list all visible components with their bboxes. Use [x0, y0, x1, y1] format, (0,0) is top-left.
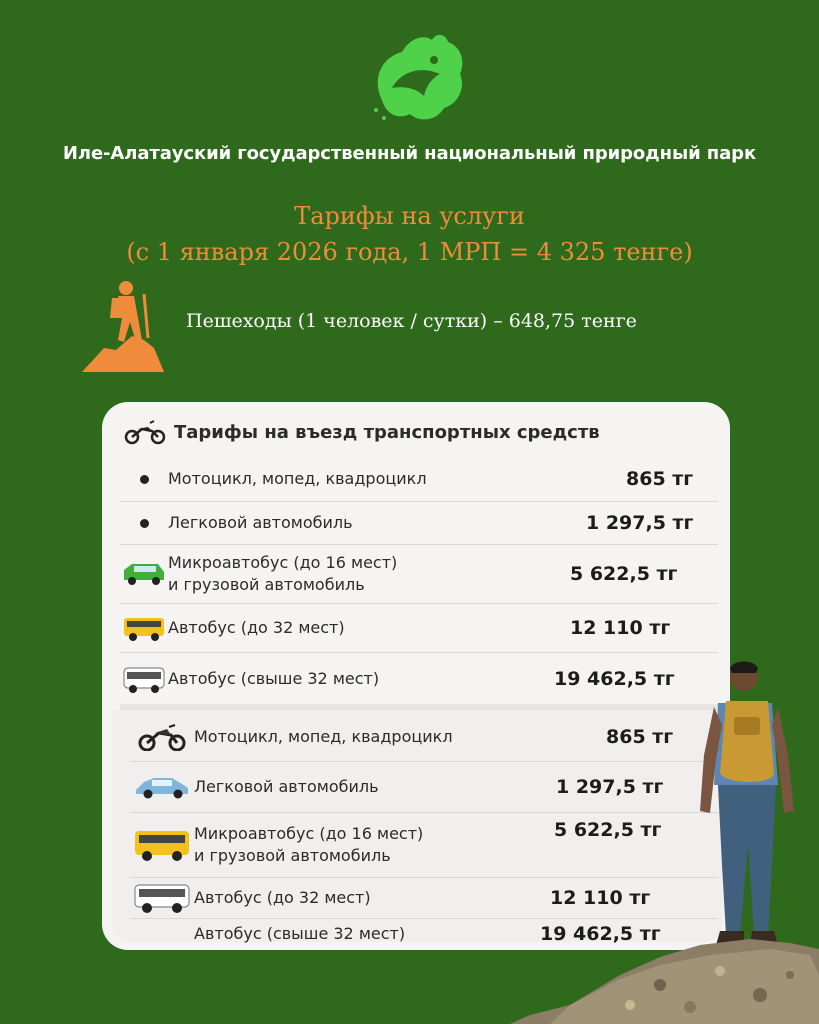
vehicle-name: [168, 552, 397, 596]
list-item: [130, 877, 718, 918]
list-item: [120, 603, 718, 652]
vehicle-price: 19 462,5 тг: [554, 668, 675, 690]
park-name: Иле-Алатауский государственный национальный природный парк: [62, 143, 757, 164]
pedestrian-tariff: Пешеходы (1 человек / сутки) – 648,75 тенге: [186, 310, 637, 332]
hiker-photo: [690, 655, 805, 955]
tariffs-title: [0, 198, 819, 270]
vehicle-name: Легковой автомобиль: [194, 777, 379, 796]
vehicle-price: 1 297,5 тг: [586, 512, 694, 534]
vehicle-price: 865 тг: [606, 726, 674, 748]
list-item: [130, 812, 718, 877]
vehicle-price: 19 462,5 тг: [540, 923, 661, 945]
vehicle-name: [194, 823, 423, 867]
vehicle-name: Легковой автомобиль: [168, 513, 353, 532]
list-item: [120, 544, 718, 603]
vehicle-tariffs-card: [102, 402, 730, 950]
motorcycle-icon: [124, 419, 166, 445]
list-item: [120, 458, 718, 500]
vehicle-name: Автобус (до 32 мест): [168, 618, 345, 637]
vehicle-name: Автобус (свыше 32 мест): [168, 669, 380, 688]
card-title: Тарифы на въезд транспортных средств: [174, 421, 600, 443]
vehicle-name-line2: и грузовой автомобиль: [194, 846, 391, 865]
tariffs-title-line1: Тарифы на услуги: [294, 202, 525, 230]
coach-icon: [122, 664, 166, 694]
bus-icon: [122, 614, 166, 642]
bullet-icon: [140, 519, 149, 528]
bus-icon: [133, 827, 191, 863]
hiker-icon: [82, 278, 164, 374]
vehicle-name: Автобус (до 32 мест): [194, 888, 371, 907]
minivan-icon: [122, 562, 166, 586]
vehicle-name: Мотоцикл, мопед, квадроцикл: [194, 727, 453, 746]
motorcycle-icon: [137, 723, 187, 751]
vehicle-price: 865 тг: [626, 468, 694, 490]
list-item: [120, 501, 718, 544]
vehicle-price: 1 297,5 тг: [556, 776, 664, 798]
list-item: [120, 652, 718, 705]
card-header: [124, 414, 600, 450]
list-item: [130, 761, 718, 812]
vehicle-price: 5 622,5 тг: [554, 819, 662, 841]
park-logo-icon: [362, 30, 472, 125]
tariffs-title-line2: (с 1 января 2026 года, 1 МРП = 4 325 тенге): [126, 238, 693, 266]
vehicle-name: Мотоцикл, мопед, квадроцикл: [168, 469, 427, 488]
vehicle-name-line1: Микроавтобус (до 16 мест): [168, 553, 398, 572]
vehicle-price: 12 110 тг: [550, 887, 651, 909]
vehicle-price: 12 110 тг: [570, 617, 671, 639]
list-item: [130, 714, 728, 760]
rock-image: [510, 935, 819, 1024]
bullet-icon: [140, 475, 149, 484]
car-icon: [134, 774, 190, 800]
vehicle-price: 5 622,5 тг: [570, 563, 678, 585]
vehicle-name: Автобус (свыше 32 мест): [194, 924, 406, 943]
coach-icon: [133, 881, 191, 915]
vehicle-name-line2: и грузовой автомобиль: [168, 575, 365, 594]
vehicle-name-line1: Микроавтобус (до 16 мест): [194, 824, 424, 843]
